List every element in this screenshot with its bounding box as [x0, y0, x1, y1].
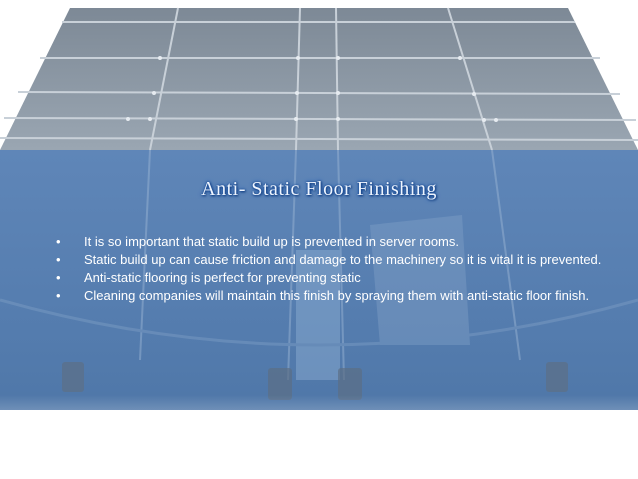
bullet-item	[56, 287, 624, 305]
bullet-text: Cleaning companies will maintain this finish by spraying them with anti-static floor finish.	[84, 288, 590, 303]
bullet-item	[56, 251, 624, 269]
bullet-dot: •	[56, 234, 61, 249]
bullet-dot: •	[56, 288, 61, 303]
bullet-list	[56, 233, 624, 305]
bullet-item	[56, 233, 624, 251]
bullet-text: Anti-static flooring is perfect for preventing static	[84, 270, 361, 285]
bullet-dot: •	[56, 252, 61, 267]
bullet-text: Static build up can cause friction and damage to the machinery so it is vital it is prevented.	[84, 252, 602, 267]
bullet-text: It is so important that static build up is prevented in server rooms.	[84, 234, 460, 249]
slide-title: Anti- Static Floor Finishing	[201, 178, 437, 200]
bullet-item	[56, 269, 624, 287]
bullet-dot: •	[56, 270, 61, 285]
floor-tiles	[0, 8, 638, 150]
